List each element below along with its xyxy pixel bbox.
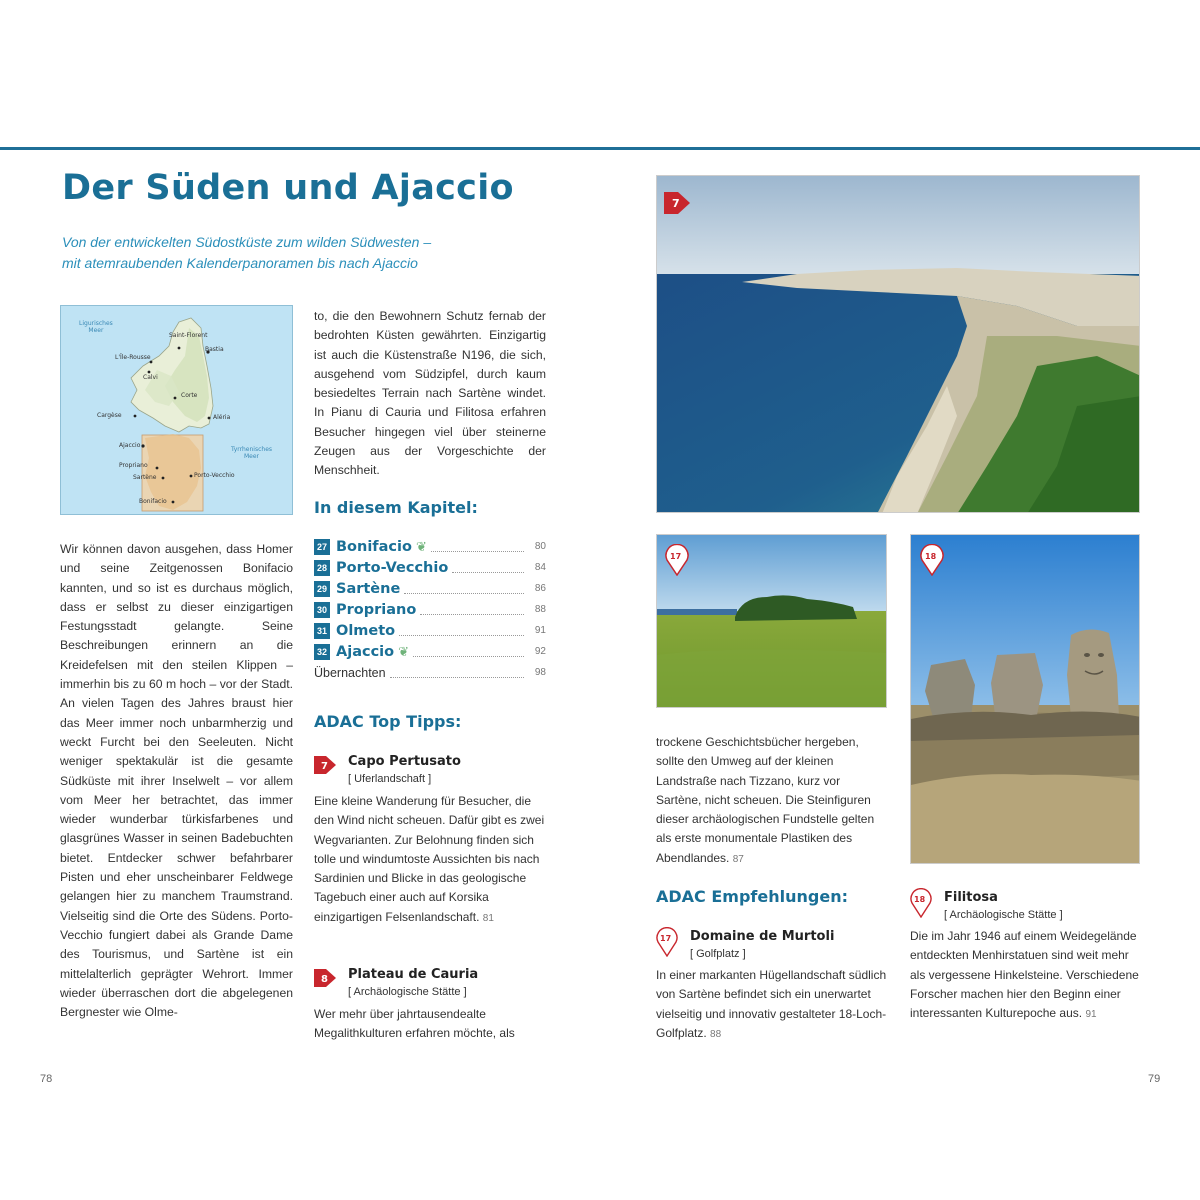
map-label-place: Cargèse <box>97 412 122 419</box>
leader-dots <box>390 668 524 678</box>
recommendation-header <box>910 888 1063 924</box>
tip-category: [ Uferlandschaft ] <box>348 773 432 785</box>
chapter-name: Übernachten <box>314 665 386 680</box>
chapter-page: 80 <box>534 541 546 552</box>
map-label-place: Saint-Florent <box>169 332 208 339</box>
leader-dots <box>431 542 524 552</box>
body-text-right <box>656 733 887 869</box>
recommendation-page-ref: 88 <box>710 1028 722 1040</box>
leaf-icon: ❦ <box>398 643 410 659</box>
chapter-page: 86 <box>534 583 546 594</box>
location-pin-icon <box>920 544 944 576</box>
page-title: Der Süden und Ajaccio <box>62 168 514 208</box>
leader-dots <box>399 626 524 636</box>
right-text-page-ref: 87 <box>732 853 744 865</box>
photo-menhirs <box>910 534 1140 864</box>
right-text: trockene Geschichtsbücher hergeben, sollte den Umweg auf der kleinen Landstraße nach Tizzano, kurz vor Sartène, nicht scheuen. Die Steinfiguren dieser archäologischen Fundstelle gelten als erste monumentale Plastiken des Abendlandes. <box>656 735 875 865</box>
leader-dots <box>452 563 524 573</box>
tip-title: Capo Pertusato <box>348 754 461 769</box>
chapter-name: Porto-Vecchio <box>336 559 449 576</box>
region-map <box>60 305 293 515</box>
recommendation-text: In einer markanten Hügellandschaft südlich von Sartène befindet sich ein unerwartet vielseitig und innovativ gestalteter 18-Loch-Golfplatz. <box>656 968 887 1040</box>
chapter-number: 28 <box>314 560 330 576</box>
body-text-middle: to, die den Bewohnern Schutz fernab der bedrohten Küsten gewährten. Einzigartig ist auch die Küstenstraße N196, die sich, ausgehend vom Südzipfel, durch kaum besiedeltes Terrain nach Sartène windet. In Pianu di Cauria und Filitosa erfahren Besucher hingegen viel über steinerne Zeugen aus der Vorgeschichte der Menschheit. <box>314 309 546 478</box>
chapter-list <box>314 536 546 683</box>
map-label-place: Bonifacio <box>139 498 167 505</box>
recommendation-category: [ Golfplatz ] <box>690 948 746 960</box>
recommendation-header <box>656 927 834 963</box>
chapter-item[interactable] <box>314 641 546 662</box>
recommendation-title: Domaine de Murtoli <box>690 929 835 944</box>
tip-number: 8 <box>321 974 328 985</box>
subtitle-line: mit atemraubenden Kalenderpanoramen bis nach Ajaccio <box>62 255 418 271</box>
tip-header <box>314 752 461 788</box>
recommendation-text: Die im Jahr 1946 auf einem Weidegelände entdeckten Menhirstatuen sind weit mehr als vergessene Hinkelsteine. Verschiedene Forscher machen hier den Beginn einer interessanten Kulturepoche aus. <box>910 929 1139 1021</box>
map-label-sea-west: Ligurisches Meer <box>79 320 113 334</box>
chapter-item[interactable] <box>314 620 546 641</box>
location-pin-icon <box>910 888 932 918</box>
tip-title: Plateau de Cauria <box>348 967 479 982</box>
location-pin-icon <box>665 544 689 576</box>
chapter-item[interactable] <box>314 536 546 557</box>
chapter-name: Olmeto <box>336 622 396 639</box>
chapter-page: 98 <box>534 667 546 678</box>
map-label-place: L'Île-Rousse <box>115 354 151 361</box>
photo-badge-number: 18 <box>925 552 937 561</box>
photo-cliffs <box>656 175 1140 513</box>
chapter-page: 92 <box>534 646 546 657</box>
map-label-place: Aléria <box>213 414 231 421</box>
tip-description <box>314 792 546 928</box>
chapter-heading: In diesem Kapitel: <box>314 498 478 517</box>
chapter-page: 84 <box>534 562 546 573</box>
leader-dots <box>420 605 524 615</box>
recommendation-description <box>656 966 887 1044</box>
chapter-item[interactable] <box>314 578 546 599</box>
chapter-number: 31 <box>314 623 330 639</box>
tip-description: Wer mehr über jahrtausendealte Megalithkulturen erfahren möchte, als <box>314 1007 515 1041</box>
photo-badge-number: 7 <box>672 197 680 210</box>
map-label-place: Corte <box>181 392 198 399</box>
leader-dots <box>413 647 524 657</box>
chapter-page: 88 <box>534 604 546 615</box>
recommendation-number: 18 <box>914 895 926 904</box>
red-arrow-badge-icon <box>314 752 336 778</box>
page-subtitle <box>62 232 502 274</box>
map-label-sea-east: Tyrrhenisches Meer <box>231 446 273 460</box>
page-number-left: 78 <box>40 1073 53 1085</box>
chapter-page: 91 <box>534 625 546 636</box>
red-arrow-badge-icon <box>314 965 336 991</box>
map-label-place: Sartène <box>133 474 157 481</box>
recommendation-page-ref: 91 <box>1085 1009 1097 1021</box>
chapter-name: Ajaccio <box>336 643 395 660</box>
recommendation-category: [ Archäologische Stätte ] <box>944 909 1063 921</box>
body-text-left: Wir können davon ausgehen, dass Homer und seine Zeitgenossen Bonifacio kannten, und so ist es durchaus möglich, dass er selbst zu dieser einzigartigen Festungsstadt gelangte. Seine Beschreibungen erinnern an die Kreidefelsen mit den steilen Klippen – immerhin bis zu 60 m hoch – vor der Stadt. An vielen Tagen des Jahres braust hier das Meer immer noch unbarmherzig und weckt Furcht bei den Seeleuten. Nicht weniger spektakulär ist die gesamte Südküste mit ihrer Inselwelt – vor allem vom Meer her betrachtet, das immer wieder wunderbar türkisfarbenes und glasgrünes Wasser in seinen Badebuchten bietet. Entdecker schwer befahrbarer Pisten und eher unscheinbarer Feldwege gelangen hier zu manchem Traumstrand. Vielseitig sind die Orte des Südens. Porto-Vecchio fungiert dabei als Grande Dame des Tourismus, und Sartène ist ein mittelalterlich geprägter Wehrort. Immer wieder überraschen dort die abgelegenen Bergnester wie Olme- <box>60 542 293 1020</box>
map-label-place: Bastia <box>205 346 224 353</box>
tip-category: [ Archäologische Stätte ] <box>348 986 467 998</box>
photo-badge-number: 17 <box>670 552 682 561</box>
red-arrow-badge-icon <box>664 188 690 218</box>
recommendation-description <box>910 927 1140 1024</box>
map-label-place: Propriano <box>119 462 148 469</box>
top-rule <box>0 147 1200 150</box>
photo-golf-course <box>656 534 887 708</box>
chapter-number: 32 <box>314 644 330 660</box>
recommendations-heading: ADAC Empfehlungen: <box>656 887 848 906</box>
recommendation-number: 17 <box>660 934 672 943</box>
chapter-item[interactable] <box>314 599 546 620</box>
map-label-place: Ajaccio <box>119 442 141 449</box>
recommendation-title: Filitosa <box>944 890 998 905</box>
chapter-name: Sartène <box>336 580 401 597</box>
chapter-name: Bonifacio <box>336 538 412 555</box>
location-pin-icon <box>656 927 678 957</box>
tip-page-ref: 81 <box>482 912 494 924</box>
map-label-place: Calvi <box>143 374 158 381</box>
leaf-icon: ❦ <box>415 538 427 554</box>
chapter-number: 30 <box>314 602 330 618</box>
tip-number: 7 <box>321 761 328 772</box>
tips-heading: ADAC Top Tipps: <box>314 712 462 731</box>
map-label-place: Porto-Vecchio <box>194 472 235 479</box>
chapter-name: Propriano <box>336 601 417 618</box>
chapter-item-overnight[interactable] <box>314 662 546 683</box>
leader-dots <box>404 584 524 594</box>
tip-header <box>314 965 478 1001</box>
subtitle-line: Von der entwickelten Südostküste zum wilden Südwesten – <box>62 234 432 250</box>
tip-text: Eine kleine Wanderung für Besucher, die den Wind nicht scheuen. Dafür gibt es zwei Wegvarianten. Zur Belohnung finden sich tolle und windumtoste Aussichten bis nach Sardinien und Blicke in das geologische Tagebuch einer auch auf Korsika einzigartigen Felsenlandschaft. <box>314 794 545 924</box>
chapter-number: 29 <box>314 581 330 597</box>
chapter-number: 27 <box>314 539 330 555</box>
chapter-item[interactable] <box>314 557 546 578</box>
page-number-right: 79 <box>1148 1073 1161 1085</box>
